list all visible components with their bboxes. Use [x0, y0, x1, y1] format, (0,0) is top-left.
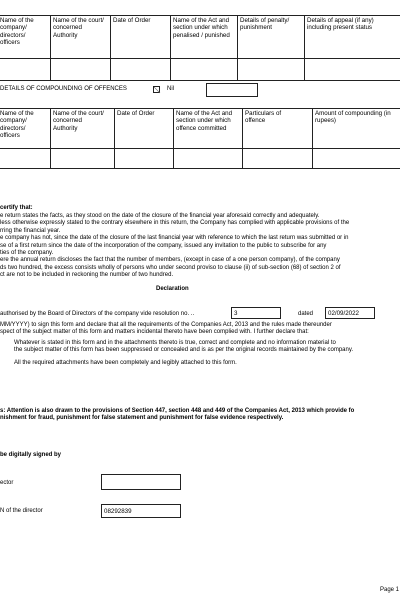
director-signature-field[interactable]: [101, 474, 181, 490]
page-number: Page 1: [380, 587, 400, 593]
certification-line: ct are not to be included in reckoning the number of two hundred.: [0, 272, 174, 279]
nil-checkbox[interactable]: [153, 86, 160, 93]
column-header-line: punishment: [240, 24, 272, 32]
certification-line: e company has not, since the date of the closure of the last financial year with reference to which the last return was submitted or in: [0, 235, 349, 242]
director-label: ector: [0, 480, 14, 486]
column-header-line: Amount of compounding (in: [315, 110, 391, 117]
column-header-line: company/ directors/: [0, 117, 27, 132]
din-label: N of the director: [0, 508, 43, 514]
certification-line: rring the financial year.: [0, 227, 61, 234]
column-header: [171, 16, 238, 59]
column-header-line: officers: [0, 39, 20, 47]
table-row: [0, 59, 400, 81]
certification-line: ties of the company.: [0, 250, 54, 257]
table-header-row: [0, 16, 400, 59]
declaration-bullet-2: All the required attachments have been completely and legibly attached to this form.: [14, 360, 237, 366]
column-header: [238, 16, 305, 59]
declaration-heading: Declaration: [156, 286, 189, 292]
column-header-line: offence committed: [176, 124, 227, 132]
column-header-line: Date of Order: [117, 110, 155, 117]
column-header-line: company/ directors/: [0, 24, 27, 39]
column-header: [174, 109, 243, 149]
column-header: [51, 109, 115, 149]
column-header-line: Authority: [53, 124, 78, 132]
note-text: [0, 408, 354, 423]
column-header-line: penalised / punished: [173, 31, 230, 39]
signature-heading: be digitally signed by: [0, 452, 62, 458]
column-header: [111, 16, 171, 59]
certification-line: e return states the facts, as they stood on the date of the closure of the financial year aforesaid correctly and adequately.: [0, 213, 320, 219]
column-header: [115, 109, 174, 149]
column-header-line: Details of appeal (if any): [307, 17, 374, 24]
column-header-line: section under which: [176, 117, 231, 125]
compounding-section-title: DETAILS OF COMPOUNDING OF OFFENCES: [0, 86, 127, 92]
authorised-text: authorised by the Board of Directors of the company vide resolution no. ..: [0, 311, 195, 317]
column-header-line: concerned: [53, 24, 82, 32]
column-header-line: Details of penalty/: [240, 17, 290, 24]
note-line: s: Attention is also drawn to the provisions of Section 447, section 448 and 449 of the Companies Act, 2013 which provide fo: [0, 408, 355, 414]
column-header: [243, 109, 313, 149]
column-header-line: rupees): [315, 117, 336, 125]
din-field[interactable]: 08292839: [101, 504, 181, 518]
column-header: [0, 109, 51, 149]
nil-label: Nil: [167, 86, 174, 92]
column-header-line: Name of the Act and: [173, 17, 230, 24]
penalty-punishment-table: [0, 15, 400, 81]
column-header-line: Name of the: [0, 17, 34, 24]
checkbox-empty-icon: [154, 87, 161, 94]
column-header-line: Name of the court/: [53, 17, 104, 24]
column-header: [0, 16, 51, 59]
table-row: [0, 149, 400, 169]
declaration-line: MM/YYYY) to sign this form and declare that all the requirements of the Companies Act, 2013 and the rules made thereunder: [0, 322, 332, 328]
column-header-line: Particulars of: [245, 110, 282, 117]
column-header: [51, 16, 111, 59]
column-header-line: Date of Order: [113, 17, 151, 24]
column-header: [305, 16, 400, 59]
declaration-line: spect of the subject matter of this form and matters incidental thereto have been complied with. I further declare that:: [0, 329, 309, 336]
column-header-line: offence: [245, 117, 266, 125]
resolution-number-field[interactable]: 3: [231, 307, 281, 319]
column-header-line: including present status: [307, 24, 373, 32]
certification-text: [0, 213, 349, 280]
certification-line: se of a first return since the date of the incorporation of the company, issued any invitation to the public to subscribe for any: [0, 242, 327, 249]
certification-line: less otherwise expressly stated to the contrary elsewhere in this return, the Company has complied with applicable provisions of the: [0, 220, 350, 227]
declaration-bullet-line: Whatever is stated in this form and in the attachments thereto is true, correct and complete and no information material to: [14, 340, 336, 346]
certification-line: ere the annual return discloses the fact that the number of members, (except in case of a one person company), of the company: [0, 257, 340, 264]
declaration-bullet-line: the subject matter of this form has been suppressed or concealed and is as per the original records maintained by the company.: [14, 347, 354, 354]
compounding-table: [0, 108, 400, 169]
column-header: [313, 109, 400, 149]
compounding-nil-field[interactable]: [206, 83, 258, 97]
certification-line: ds two hundred, the excess consists wholly of persons who under second proviso to clause (ii) of sub-section (68) of section 2 of: [0, 264, 341, 271]
column-header-line: concerned: [53, 117, 82, 125]
column-header-line: officers: [0, 132, 20, 140]
column-header-line: section under which: [173, 24, 228, 32]
declaration-bullet-1: [14, 340, 353, 355]
column-header-line: Name of the court/: [53, 110, 104, 117]
table-header-row: [0, 109, 400, 149]
column-header-line: Name of the: [0, 110, 34, 117]
dated-label: dated: [298, 311, 314, 317]
note-line: nishment for fraud, punishment for false statement and punishment for false evidence respectively.: [0, 415, 284, 422]
declaration-text: [0, 322, 332, 337]
certification-heading: certify that:: [0, 205, 33, 211]
column-header-line: Name of the Act and: [176, 110, 233, 117]
column-header-line: Authority: [53, 31, 78, 39]
resolution-date-field[interactable]: 02/09/2022: [325, 307, 375, 319]
